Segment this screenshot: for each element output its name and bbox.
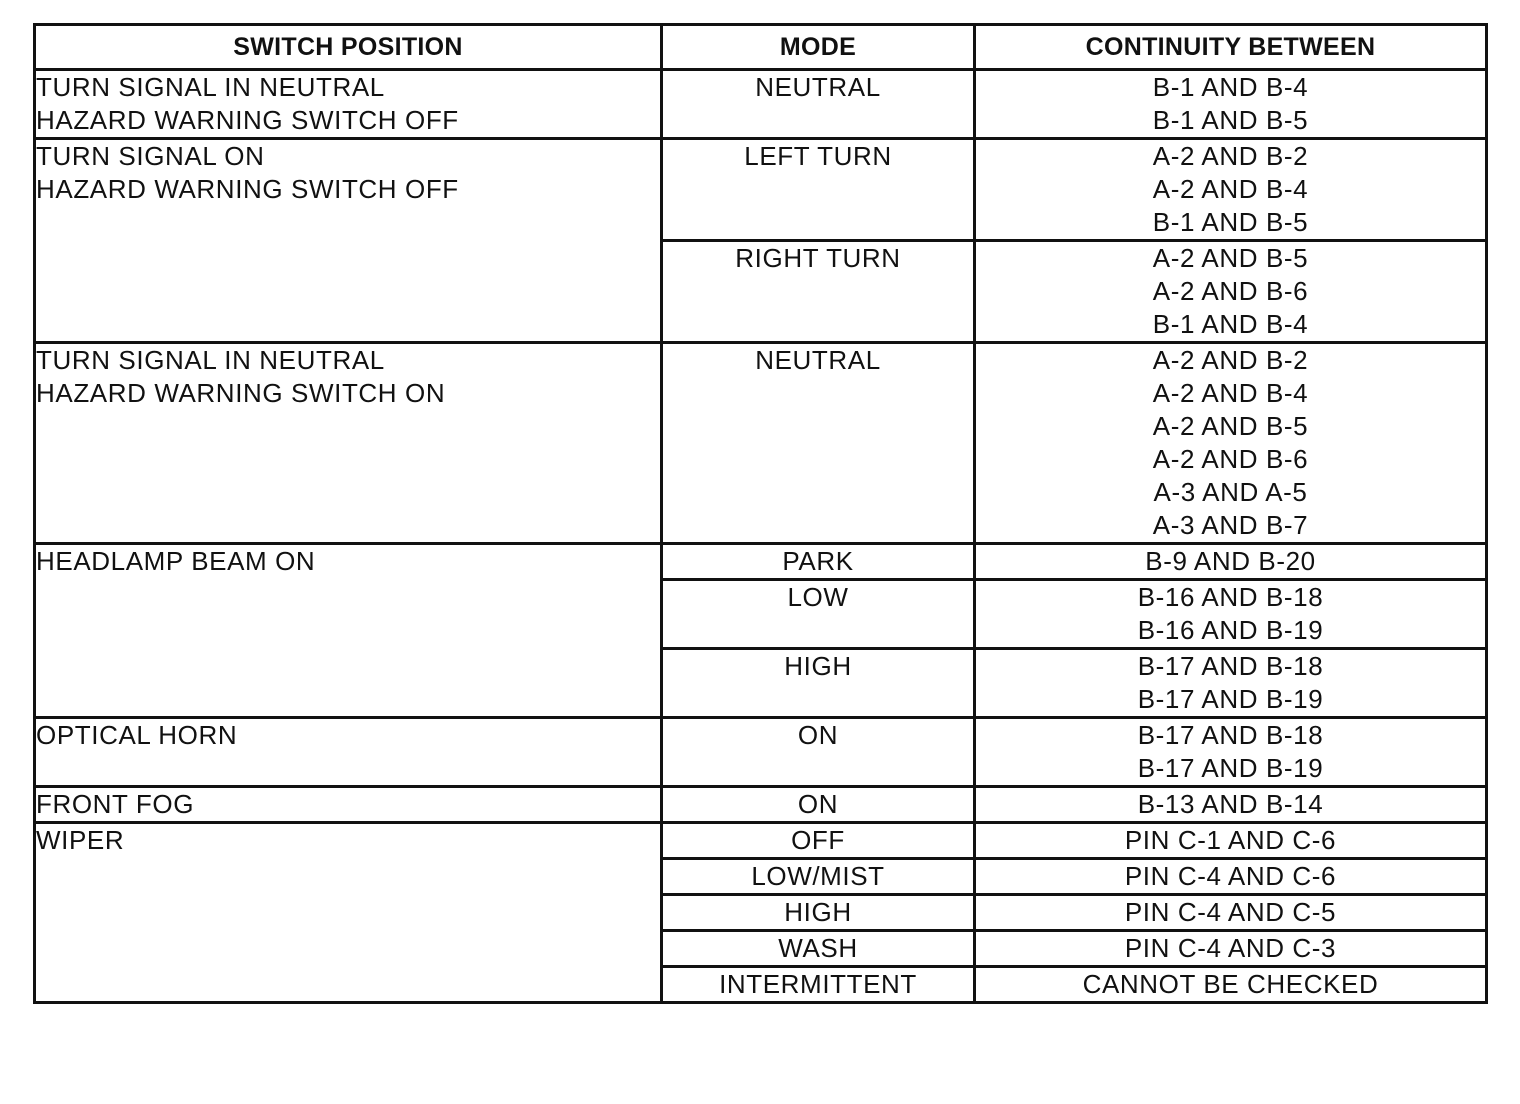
mode-cell: [662, 241, 975, 343]
mode-cell: [662, 931, 975, 967]
mode-cell: [662, 787, 975, 823]
mode-cell: [662, 895, 975, 931]
table-row: [35, 718, 1487, 787]
switch-position-text: TURN SIGNAL ON: [36, 141, 265, 171]
continuity-text: B-1 AND B-4: [1152, 309, 1309, 339]
mode-cell: [662, 70, 975, 139]
continuity-cell: [975, 823, 1487, 859]
table-row: [35, 544, 1487, 580]
continuity-text: A-2 AND B-4: [1152, 378, 1309, 408]
continuity-text: PIN C-1 AND C-6: [1124, 825, 1337, 855]
switch-position-cell: [35, 718, 662, 787]
table-row: [35, 343, 1487, 544]
continuity-cell: [975, 580, 1487, 649]
table-row: [35, 823, 1487, 859]
mode-cell: [662, 139, 975, 241]
header-switch-position: SWITCH POSITION: [35, 25, 662, 70]
switch-position-text: HAZARD WARNING SWITCH OFF: [36, 174, 459, 204]
mode-text: LEFT TURN: [744, 141, 892, 171]
mode-cell: [662, 859, 975, 895]
mode-text: NEUTRAL: [755, 345, 881, 375]
continuity-text: PIN C-4 AND C-6: [1124, 861, 1337, 891]
continuity-cell: [975, 787, 1487, 823]
mode-cell: [662, 343, 975, 544]
mode-cell: [662, 967, 975, 1003]
continuity-text: B-13 AND B-14: [1137, 789, 1324, 819]
mode-cell: [662, 649, 975, 718]
continuity-cell: [975, 649, 1487, 718]
continuity-text: A-3 AND B-7: [1152, 510, 1309, 540]
continuity-text: B-1 AND B-5: [1152, 105, 1309, 135]
header-row: [35, 25, 1487, 70]
table-row: [35, 787, 1487, 823]
continuity-cell: [975, 967, 1487, 1003]
mode-text: RIGHT TURN: [735, 243, 901, 273]
mode-text: INTERMITTENT: [719, 969, 917, 999]
mode-cell: [662, 823, 975, 859]
continuity-text: A-2 AND B-5: [1152, 411, 1309, 441]
switch-position-cell: [35, 343, 662, 544]
mode-text: HIGH: [784, 897, 852, 927]
switch-position-cell: [35, 139, 662, 343]
continuity-cell: [975, 895, 1487, 931]
continuity-cell: [975, 343, 1487, 544]
continuity-text: A-3 AND A-5: [1153, 477, 1308, 507]
continuity-text: B-1 AND B-4: [1152, 72, 1309, 102]
continuity-table: [33, 23, 1488, 1004]
table-row: [35, 70, 1487, 139]
header-continuity-between: CONTINUITY BETWEEN: [975, 25, 1487, 70]
header-mode: MODE: [662, 25, 975, 70]
switch-position-text: TURN SIGNAL IN NEUTRAL: [36, 72, 385, 102]
switch-position-cell: [35, 823, 662, 1003]
mode-text: LOW: [787, 582, 849, 612]
continuity-cell: [975, 718, 1487, 787]
continuity-cell: [975, 931, 1487, 967]
switch-position-cell: [35, 70, 662, 139]
switch-position-text: WIPER: [36, 825, 125, 855]
mode-text: ON: [797, 720, 839, 750]
continuity-cell: [975, 544, 1487, 580]
continuity-text: B-1 AND B-5: [1152, 207, 1309, 237]
mode-text: WASH: [778, 933, 858, 963]
mode-text: LOW/MIST: [751, 861, 885, 891]
mode-cell: [662, 580, 975, 649]
continuity-cell: [975, 859, 1487, 895]
switch-position-text: HAZARD WARNING SWITCH ON: [36, 378, 446, 408]
continuity-text: B-16 AND B-19: [1137, 615, 1324, 645]
continuity-cell: [975, 241, 1487, 343]
continuity-text: A-2 AND B-6: [1152, 276, 1309, 306]
switch-position-text: HAZARD WARNING SWITCH OFF: [36, 105, 459, 135]
mode-text: HIGH: [784, 651, 852, 681]
switch-position-text: FRONT FOG: [36, 789, 195, 819]
mode-text: NEUTRAL: [755, 72, 881, 102]
continuity-text: A-2 AND B-6: [1152, 444, 1309, 474]
continuity-text: B-17 AND B-18: [1137, 651, 1324, 681]
mode-text: ON: [797, 789, 839, 819]
continuity-text: B-9 AND B-20: [1145, 546, 1316, 576]
continuity-text: A-2 AND B-4: [1152, 174, 1309, 204]
continuity-text: CANNOT BE CHECKED: [1082, 969, 1379, 999]
switch-position-cell: [35, 787, 662, 823]
continuity-text: B-17 AND B-19: [1137, 753, 1324, 783]
table-row: [35, 139, 1487, 241]
continuity-text: PIN C-4 AND C-5: [1124, 897, 1337, 927]
continuity-text: A-2 AND B-2: [1152, 141, 1309, 171]
switch-position-text: HEADLAMP BEAM ON: [36, 546, 316, 576]
continuity-text: B-17 AND B-19: [1137, 684, 1324, 714]
mode-text: PARK: [782, 546, 854, 576]
table-body: [35, 70, 1487, 1003]
continuity-text: B-16 AND B-18: [1137, 582, 1324, 612]
switch-position-cell: [35, 544, 662, 718]
continuity-text: A-2 AND B-2: [1152, 345, 1309, 375]
continuity-text: PIN C-4 AND C-3: [1124, 933, 1337, 963]
continuity-cell: [975, 139, 1487, 241]
mode-cell: [662, 544, 975, 580]
continuity-text: A-2 AND B-5: [1152, 243, 1309, 273]
continuity-cell: [975, 70, 1487, 139]
switch-position-text: OPTICAL HORN: [36, 720, 238, 750]
mode-text: OFF: [791, 825, 845, 855]
continuity-text: B-17 AND B-18: [1137, 720, 1324, 750]
switch-position-text: TURN SIGNAL IN NEUTRAL: [36, 345, 385, 375]
mode-cell: [662, 718, 975, 787]
